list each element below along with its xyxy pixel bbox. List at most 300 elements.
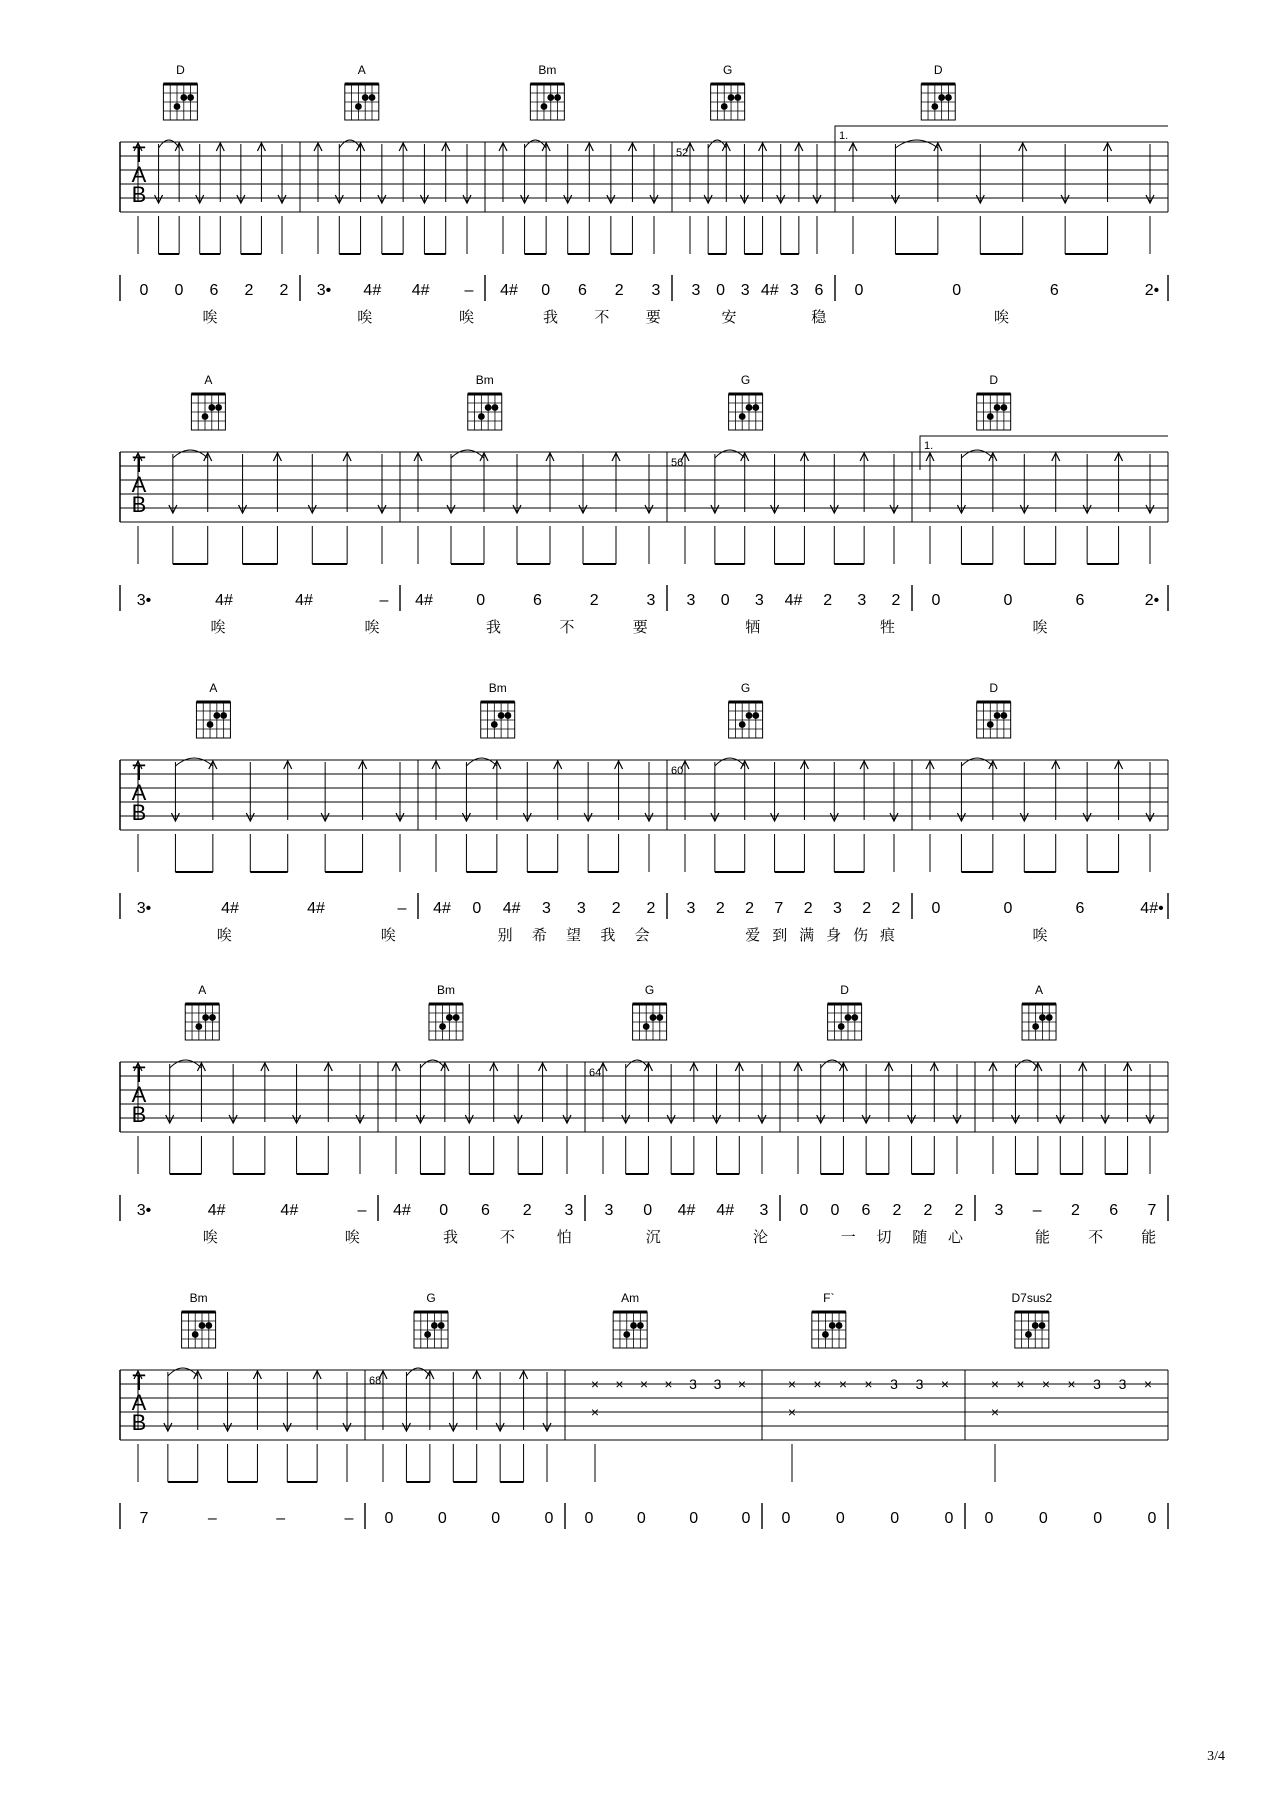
tie-arc [715,758,745,766]
measure [120,373,389,636]
lyric-character: 唉 [1032,927,1048,944]
lyric-character: 我 [485,619,501,636]
chord-finger-dot [491,721,498,728]
chord-name: Bm [538,63,557,77]
chord-name: Am [621,1291,640,1305]
chord-diagram [711,63,745,120]
chord-finger-dot [987,413,994,420]
melody-note: 0 [476,592,486,609]
melody-note: 0 [491,1510,501,1527]
chord-finger-dot [931,103,938,110]
chord-diagram [530,63,564,120]
chord-finger-dot [453,1014,460,1021]
tab-clef-letter: B [131,800,147,825]
melody-note: – [357,1202,367,1219]
chord-finger-dot [180,94,187,101]
lyric-character: 会 [634,927,650,944]
dead-note-mark: × [590,1376,600,1392]
lyric-character: 不 [499,1229,515,1246]
chord-finger-dot [1025,1331,1032,1338]
lyric-character: 沉 [645,1229,661,1246]
measure [418,681,656,944]
chord-finger-dot [728,94,735,101]
chord-finger-dot [205,1322,212,1329]
melody-note: 4# [207,1202,226,1219]
measure [780,983,964,1246]
staff-system [120,681,1168,944]
chord-finger-dot [362,94,369,101]
measure [378,983,574,1246]
melody-note: 2 [803,900,813,917]
melody-note: 3• [136,1202,152,1219]
tie-arc [525,140,547,148]
tab-fret-number: 3 [713,1376,722,1392]
tab-clef-letter: B [131,492,147,517]
staff-system [120,373,1168,636]
volta-bracket [920,436,1168,470]
chord-diagram [729,373,763,430]
lyric-character: 牲 [879,619,896,636]
chord-name: G [722,63,733,77]
lyric-character: 爱 [745,927,761,944]
melody-note: 6 [861,1202,871,1219]
chord-finger-dot [446,1014,453,1021]
chord-name: F` [823,1291,835,1305]
chord-name: D [933,63,943,77]
chord-diagram [828,983,862,1040]
chord-finger-dot [822,1331,829,1338]
chord-finger-dot [643,1023,650,1030]
measure [672,63,827,326]
lyric-character: 别 [497,927,513,944]
melody-note: 4# [393,1202,411,1219]
melody-note: 6 [481,1202,490,1219]
melody-note: 6 [1075,592,1085,609]
measure [975,983,1157,1246]
tie-arc [821,1060,844,1068]
lyric-character: 唉 [216,927,232,944]
lyric-character: 满 [799,927,815,944]
melody-note: 0 [439,1202,449,1219]
chord-name: A [198,983,207,997]
lyric-character: 到 [772,927,788,944]
lyric-character: 我 [600,927,616,944]
melody-note: 2 [745,900,755,917]
chord-diagram [633,983,667,1040]
chord-diagram [345,63,379,120]
tab-clef-letter: T [132,760,146,785]
chord-finger-dot [752,404,759,411]
melody-note: 0 [984,1510,994,1527]
melody-note: 0 [472,900,482,917]
melody-note: 4# [433,900,451,917]
melody-note: 0 [643,1202,653,1219]
dead-note-mark: × [787,1376,797,1392]
chord-name: G [740,681,751,695]
chord-name: Bm [475,373,494,387]
melody-note: 0 [952,282,962,299]
measure [965,1291,1157,1529]
melody-note: 2 [823,592,833,609]
chord-finger-dot [199,1322,206,1329]
lyric-character: 一 [840,1229,856,1246]
chord-finger-dot [505,712,512,719]
tab-clef-letter: A [131,1390,147,1415]
melody-note: 2 [862,900,872,917]
tie-arc [170,1060,202,1068]
tab-clef-letter: A [131,472,147,497]
lyric-character: 能 [1035,1229,1051,1246]
melody-note: 3• [136,592,152,609]
tie-arc [420,1060,444,1068]
lyric-character: 不 [559,619,575,636]
melody-note: 3 [691,282,701,299]
melody-note: – [397,900,407,917]
melody-note: 3 [740,282,750,299]
melody-note: 3 [754,592,764,609]
tab-clef-letter: B [131,1102,147,1127]
melody-note: 2 [611,900,621,917]
tab-clef-letter: A [131,1082,147,1107]
melody-note: 6 [209,282,219,299]
tab-fret-number: 3 [1093,1376,1101,1392]
bar-number: 64 [589,1067,602,1079]
melody-note: 2 [244,282,254,299]
melody-note: 4# [760,282,779,299]
tie-arc [961,450,992,458]
melody-note: 4# [215,592,233,609]
chord-finger-dot [739,413,746,420]
chord-finger-dot [836,1322,843,1329]
dead-note-mark: × [787,1404,797,1420]
melody-note: 0 [689,1510,699,1527]
chord-name: A [204,373,213,387]
melody-note: 0 [799,1202,809,1219]
chord-name: D7sus2 [1011,1291,1053,1305]
dead-note-mark: × [1143,1376,1153,1392]
chord-diagram [1022,983,1056,1040]
chord-finger-dot [734,94,741,101]
lyric-character: 不 [594,309,610,326]
melody-note: 0 [931,900,941,917]
measure [912,681,1164,944]
chord-finger-dot [994,712,1001,719]
melody-note: 0 [636,1510,646,1527]
chord-finger-dot [752,712,759,719]
chord-finger-dot [851,1014,858,1021]
chord-finger-dot [192,1331,199,1338]
lyric-character: 能 [1141,1229,1157,1246]
staff-system [120,983,1168,1246]
melody-note: 0 [1003,900,1013,917]
measure [300,63,474,326]
melody-note: 2 [891,900,901,917]
chord-diagram [185,983,219,1040]
tie-arc [895,140,937,148]
chord-finger-dot [355,103,362,110]
melody-note: 3 [789,282,799,299]
melody-note: 0 [544,1510,554,1527]
chord-name: G [644,983,655,997]
lyric-character: 稳 [811,309,827,326]
melody-note: 4# [280,1202,299,1219]
chord-name: Bm [488,681,507,695]
chord-finger-dot [202,413,209,420]
melody-note: 2• [1144,592,1160,609]
chord-finger-dot [369,94,376,101]
chord-finger-dot [478,413,485,420]
dead-note-mark: × [1041,1376,1051,1392]
chord-diagram [182,1291,216,1348]
melody-note: 0 [1003,592,1013,609]
chord-diagram [191,373,225,430]
measure [667,373,901,636]
dead-note-mark: × [664,1376,673,1392]
tab-clef-letter: A [131,780,147,805]
melody-note: 4# [295,592,313,609]
melody-note: 2 [892,1202,902,1219]
melody-note: 2 [923,1202,933,1219]
tie-arc [451,450,484,458]
chord-finger-dot [220,712,227,719]
tie-arc [406,1368,429,1376]
lyric-character: 要 [632,619,648,636]
chord-finger-dot [945,94,952,101]
melody-note: – [207,1510,217,1527]
lyric-character: 身 [826,927,842,944]
melody-note: 2 [891,592,901,609]
melody-note: 3 [832,900,842,917]
melody-note: 3 [857,592,867,609]
tie-arc [626,1060,649,1068]
melody-note: 6 [1109,1202,1119,1219]
lyric-character: 唉 [210,619,226,636]
melody-note: – [1032,1202,1042,1219]
dead-note-mark: × [990,1404,1000,1420]
melody-note: 0 [854,282,864,299]
lyric-character: 唉 [344,1229,360,1246]
tie-arc [339,140,360,148]
bar-number: 68 [369,1375,382,1387]
chord-diagram [468,373,502,430]
chord-finger-dot [994,404,1001,411]
dead-note-mark: × [639,1376,649,1392]
dead-note-mark: × [590,1404,600,1420]
melody-note: 4# [502,900,521,917]
lyric-character: 望 [566,927,582,944]
chord-finger-dot [541,103,548,110]
dead-note-mark: × [864,1376,873,1392]
melody-note: 4# [221,900,239,917]
melody-note: – [379,592,389,609]
chord-diagram [1011,1291,1052,1348]
chord-finger-dot [987,721,994,728]
dead-note-mark: × [737,1376,747,1392]
melody-note: 2 [1071,1202,1080,1219]
lyric-character: 我 [542,309,558,326]
lyric-character: 唉 [458,309,475,326]
lyric-character: 不 [1088,1229,1104,1246]
bar-number: 60 [671,765,684,777]
staff-system [120,1291,1168,1529]
chord-finger-dot [1000,404,1007,411]
chord-finger-dot [554,94,561,101]
lyric-character: 唉 [202,1229,218,1246]
lyric-character: 希 [531,927,547,944]
tab-fret-number: 3 [890,1376,898,1392]
chord-diagram [921,63,955,120]
melody-note: 4# [415,592,433,609]
melody-note: 3 [994,1202,1004,1219]
melody-note: 7 [139,1510,149,1527]
melody-note: 0 [139,282,149,299]
chord-diagram [481,681,515,738]
melody-note: 6 [1049,282,1059,299]
measure [835,63,1159,326]
dead-note-mark: × [1067,1376,1076,1392]
melody-note: 7 [774,900,784,917]
lyric-character: 唉 [993,309,1010,326]
lyric-character: 随 [912,1229,928,1246]
chord-finger-dot [623,1331,630,1338]
lyric-character: 唉 [202,309,218,326]
melody-note: 6 [1075,900,1085,917]
melody-note: 6 [533,592,542,609]
volta-bracket [835,126,1168,160]
melody-note: 2 [954,1202,964,1219]
tie-arc [715,450,745,458]
tie-arc [159,140,180,148]
melody-note: 3 [576,900,586,917]
chord-diagram [977,373,1011,430]
melody-note: 0 [541,282,551,299]
chord-diagram [977,681,1011,738]
tab-clef-letter: B [131,1410,147,1435]
chord-finger-dot [209,1014,216,1021]
lyric-character: 心 [947,1229,964,1246]
measure [485,63,661,326]
melody-note: 6 [578,282,587,299]
chord-finger-dot [1032,1322,1039,1329]
lyric-character: 唉 [364,619,380,636]
chord-finger-dot [424,1331,431,1338]
chord-name: D [989,373,999,387]
melody-note: 0 [720,592,730,609]
tab-fret-number: 3 [689,1376,697,1392]
melody-note: 3 [686,900,696,917]
bar-number: 56 [671,457,684,469]
tie-arc [466,758,496,766]
staff-system [120,63,1168,326]
tab-clef-letter: T [132,142,146,167]
chord-diagram [613,1291,647,1348]
bar-number: 52 [676,147,689,159]
dead-note-mark: × [990,1376,1000,1392]
chord-finger-dot [492,404,499,411]
melody-note: 3 [759,1202,769,1219]
melody-note: 0 [1147,1510,1157,1527]
dead-note-mark: × [838,1376,848,1392]
melody-note: 3• [136,900,152,917]
melody-note: 0 [174,282,184,299]
volta-label: 1. [839,130,849,142]
chord-finger-dot [746,404,753,411]
chord-finger-dot [174,103,181,110]
chord-finger-dot [187,94,194,101]
page-number: 3/4 [1207,1749,1225,1764]
tie-arc [168,1368,198,1376]
melody-note: 4#• [1140,900,1164,917]
chord-finger-dot [1000,712,1007,719]
lyric-character: 切 [876,1229,892,1246]
measure [120,1291,354,1529]
lyric-character: 唉 [357,309,373,326]
melody-note: 0 [437,1510,447,1527]
lyric-character: 要 [645,309,661,326]
chord-finger-dot [547,94,554,101]
chord-finger-dot [431,1322,438,1329]
tab-clef-letter: A [131,162,147,187]
melody-note: 2 [715,900,725,917]
dead-note-mark: × [813,1376,822,1392]
lyric-character: 唉 [1032,619,1048,636]
measure [565,1291,751,1529]
chord-finger-dot [650,1014,657,1021]
chord-name: A [357,63,366,77]
tie-arc [173,450,208,458]
chord-finger-dot [1046,1014,1053,1021]
tie-arc [1015,1060,1037,1068]
lyric-character: 伤 [853,927,869,944]
chord-name: A [209,681,218,695]
tie-arc [961,758,992,766]
lyric-character: 我 [442,1229,458,1246]
melody-note: 2 [614,282,624,299]
melody-note: 0 [781,1510,791,1527]
melody-note: 0 [716,282,726,299]
melody-note: 0 [584,1510,594,1527]
lyric-character: 牺 [745,619,761,636]
melody-note: 4# [307,900,325,917]
melody-note: 0 [944,1510,954,1527]
chord-finger-dot [202,1014,209,1021]
melody-note: 0 [384,1510,394,1527]
melody-note: 4# [677,1202,696,1219]
melody-note: 2 [279,282,289,299]
lyric-character: 痕 [879,927,896,944]
measure [120,681,407,944]
chord-name: D [840,983,849,997]
chord-diagram [196,681,230,738]
chord-finger-dot [498,712,505,719]
chord-name: G [740,373,751,387]
chord-diagram [414,1291,448,1348]
chord-finger-dot [838,1023,845,1030]
dead-note-mark: × [615,1376,624,1392]
tie-arc [708,140,726,148]
chord-finger-dot [746,712,753,719]
chord-finger-dot [1039,1014,1046,1021]
melody-note: 7 [1147,1202,1157,1219]
chord-finger-dot [829,1322,836,1329]
dead-note-mark: × [940,1376,950,1392]
measure [400,373,656,636]
tie-arc [175,758,212,766]
measure [667,681,901,944]
chord-diagram [812,1291,846,1348]
melody-note: – [464,282,474,299]
measure [585,983,769,1246]
